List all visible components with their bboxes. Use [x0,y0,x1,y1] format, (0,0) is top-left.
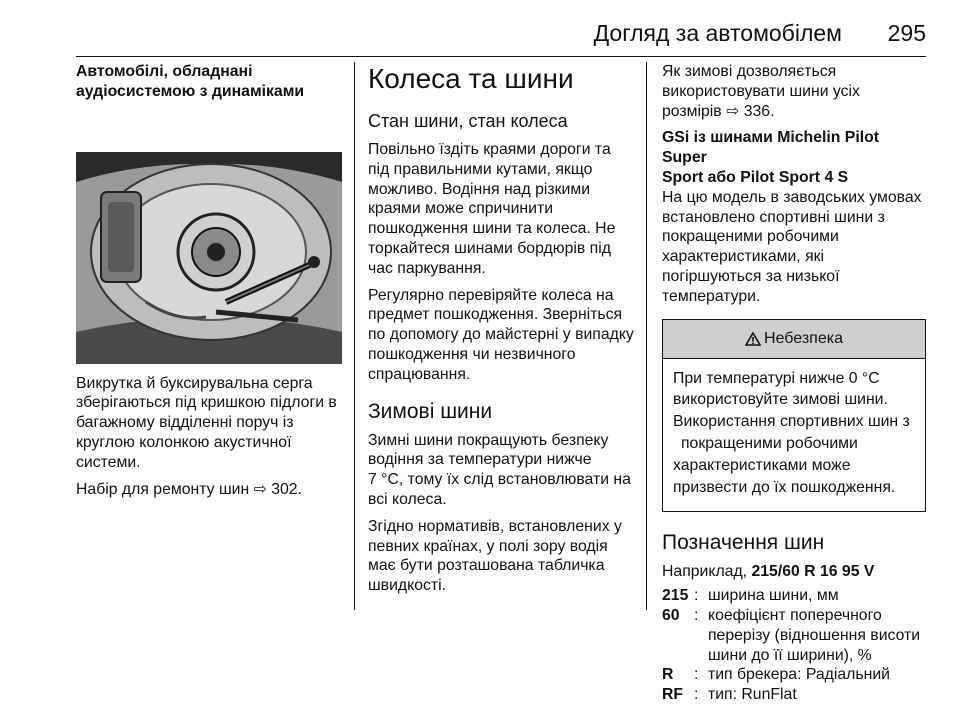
tyre-sizes-reference: розмірів ⇨ 336. [662,102,775,120]
wheels-tyres-title: Колеса та шини [368,63,574,94]
column-2 [368,62,634,596]
definition-term: R [662,666,674,684]
text-line: під правильними кутами, якщо [368,160,593,178]
warning-header [663,320,925,359]
text-line: При температурі нижче 0 °C [673,369,880,387]
gsi-heading-line-2: Sport або Pilot Sport 4 S [662,168,849,186]
text-line: Регулярно перевіряйте колеса на [368,286,614,304]
text-line: час паркування. [368,259,486,277]
definition-term: 60 [662,606,680,624]
text-line: пошкодження чи незвичного [368,345,576,363]
audio-heading-line-1: Автомобілі, обладнані [76,63,253,80]
gsi-heading-line-1: GSi із шинами Michelin Pilot Super [662,129,880,167]
definition-text: коефіцієнт поперечного перерізу (відношення висоти шини до її ширини), % [708,606,921,664]
text-line: 7 °C, тому їх слід встановлювати на [368,471,631,489]
definition-colon: : [694,606,699,624]
definition-term: 215 [662,587,689,605]
text-line: швидкості. [368,577,447,595]
repair-kit-reference: Набір для ремонту шин ⇨ 302. [76,480,302,498]
definition-row [662,586,926,606]
text-line: Повільно їздіть краями дороги та [368,141,611,158]
repair-kit-page-link[interactable]: 302. [271,480,302,498]
designation-definitions [662,586,926,705]
text-line: має бути розташована табличка [368,557,605,575]
trunk-floor-photo [76,152,342,364]
text-line: характеристиками, які [662,248,825,266]
caption-line-1: Викрутка й буксирувальна серга [76,374,313,392]
text-line: характеристиками може [673,456,851,474]
chapter-title: Догляд за автомобілем [593,20,842,46]
text-line: використовувати шини усіх [662,82,860,100]
definition-colon: : [694,666,699,684]
definition-colon: : [694,686,699,704]
text-line: На цю модель в заводських умовах [662,188,922,206]
text-line: спрацювання. [368,365,471,383]
winter-tyres-heading: Зимові шини [368,399,493,423]
tyre-condition-heading: Стан шини, стан колеса [368,111,568,131]
definition-text: тип брекера: Радіальний [708,666,890,684]
text-line: покращеними робочими [662,228,839,246]
text-line: всі колеса. [368,490,447,508]
page-number: 295 [887,20,926,46]
warning-body [663,359,925,512]
text-line: певних країнах, у полі зору водія [368,537,608,555]
example-designation: 215/60 R 16 95 V [751,563,875,581]
warning-triangle-icon [745,332,761,346]
caption-line-4: круглою колонкою акустичної [76,433,292,451]
text-line: покращеними робочими [681,434,858,452]
text-line: водіння за температури нижче [368,451,592,469]
column-divider-2 [646,62,647,610]
page-header [76,20,926,54]
example-line: Наприклад, 215/60 R 16 95 V [662,563,875,581]
text-line: погіршуються за низької [662,267,840,285]
warning-title: Небезпека [764,329,843,347]
definition-row [662,606,926,665]
page-ref-arrow-icon: ⇨ [726,102,740,120]
definition-text: ширина шини, мм [708,587,839,605]
text-line: температури. [662,287,761,305]
text-line: призвести до їх пошкодження. [673,478,896,496]
text-line: Як зимові дозволяється [662,63,837,80]
caption-line-3: багажному відділенні поруч із [76,414,294,432]
text-line: Зимні шини покращують безпеку [368,431,609,449]
column-divider-1 [354,62,355,610]
page-ref-arrow-icon: ⇨ [253,480,267,498]
audio-heading-line-2: аудіосистемою з динаміками [76,82,305,100]
caption-line-5: системи. [76,453,141,471]
definition-term: RF [662,686,684,704]
tyre-designation-heading: Позначення шин [662,531,825,555]
column-1 [76,62,344,499]
text-line: Згідно нормативів, встановлених у [368,517,622,535]
text-line: встановлено спортивні шини з [662,208,885,226]
caption-line-2: зберігаються під кришкою підлоги в [76,394,337,412]
text-line: краями може спричинити [368,200,554,218]
text-line: можливо. Водіння над різкими [368,180,591,198]
text-line: по допомогу до майстерні у випадку [368,326,634,344]
column-3 [662,62,926,705]
text-line: пошкодження шини та колеса. Не [368,220,616,238]
danger-warning-box [662,319,926,513]
tyre-sizes-page-link[interactable]: 336. [743,102,775,120]
definition-row [662,665,926,685]
header-rule [76,56,926,57]
text-line: використовуйте зимові шини. [673,391,888,409]
text-line: Використання спортивних шин з [673,413,910,431]
definition-text: тип: RunFlat [708,686,797,704]
text-line: торкайтеся шинами бордюрів під [368,239,611,257]
definition-row [662,685,926,705]
definition-colon: : [694,587,699,605]
text-line: предмет пошкодження. Зверніться [368,306,623,324]
